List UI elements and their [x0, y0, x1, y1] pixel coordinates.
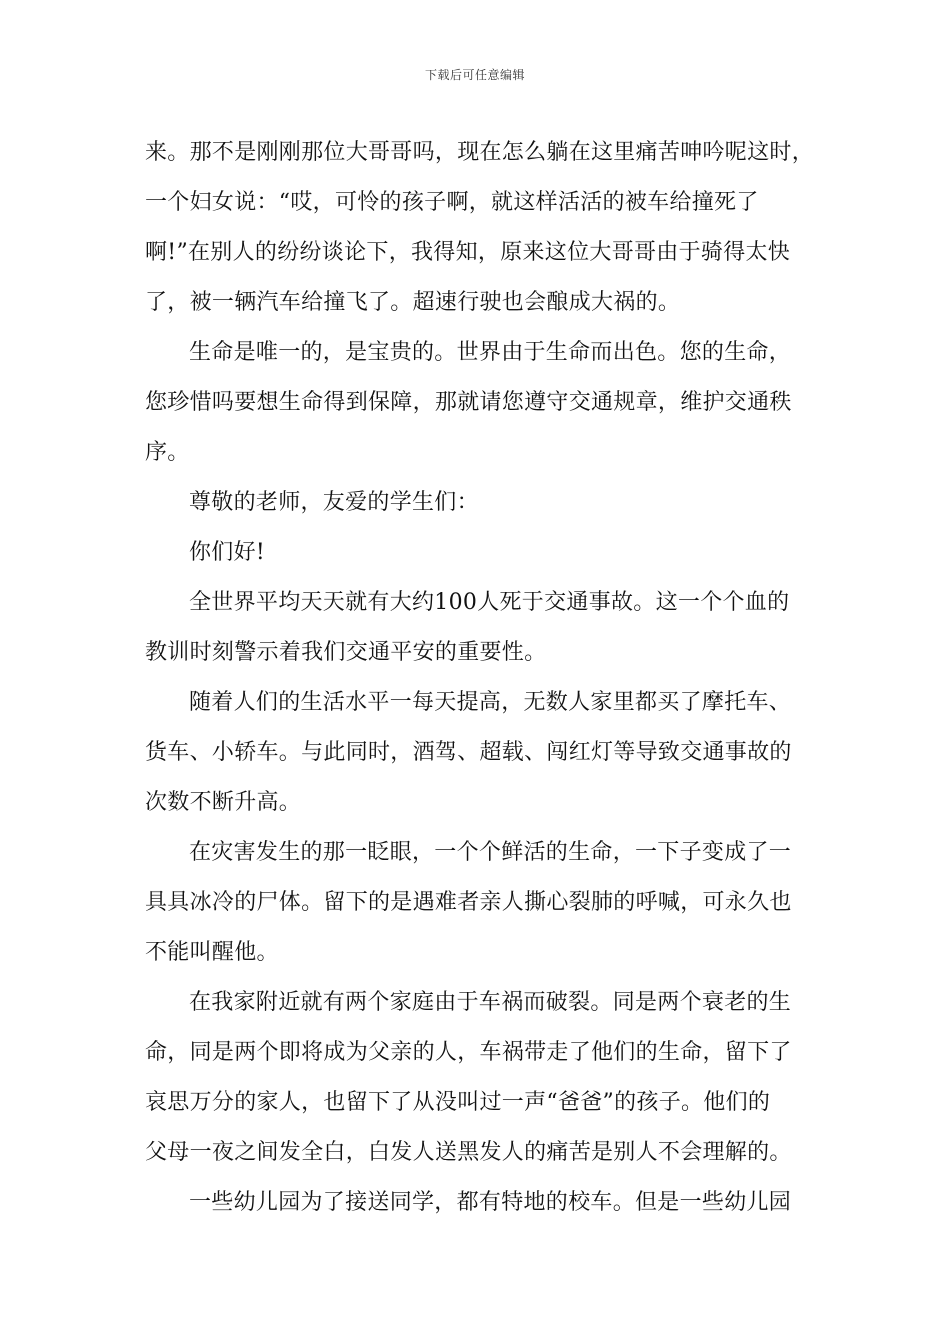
- text-line: 教训时刻警示着我们交通平安的重要性。: [145, 640, 547, 665]
- paragraph-start-line: 全世界平均天天就有大约100人死于交通事故。这一个个血的: [189, 590, 790, 615]
- paragraph-start-line: 生命是唯一的，是宝贵的。世界由于生命而出色。您的生命，: [189, 340, 792, 365]
- text-line: 了，被一辆汽车给撞飞了。超速行驶也会酿成大祸的。: [145, 290, 681, 315]
- text-line: 货车、小轿车。与此同时，酒驾、超载、闯红灯等导致交通事故的: [145, 740, 792, 765]
- text-line: 您珍惜吗要想生命得到保障，那就请您遵守交通规章，维护交通秩: [145, 390, 792, 415]
- paragraph-start-line: 一些幼儿园为了接送同学，都有特地的校车。但是一些幼儿园: [189, 1190, 792, 1215]
- document-body: [145, 128, 815, 1228]
- paragraph-start-line: 在灾害发生的那一眨眼，一个个鲜活的生命，一下子变成了一: [189, 840, 792, 865]
- page-header: 下载后可任意编辑: [424, 68, 525, 82]
- salutation-line: 尊敬的老师，友爱的学生们：: [189, 490, 479, 515]
- text-line: 来。那不是刚刚那位大哥哥吗，现在怎么躺在这里痛苦呻吟呢这时，: [145, 140, 815, 165]
- greeting-line: 你们好!: [189, 540, 266, 565]
- text-line: 一个妇女说：“哎，可怜的孩子啊，就这样活活的被车给撞死了: [145, 190, 759, 215]
- text-line: 序。: [145, 440, 190, 465]
- text-line: 次数不断升高。: [145, 790, 302, 815]
- paragraph-start-line: 随着人们的生活水平一每天提高，无数人家里都买了摩托车、: [189, 690, 792, 715]
- text-line: 命，同是两个即将成为父亲的人，车祸带走了他们的生命，留下了: [145, 1040, 792, 1065]
- paragraph-start-line: 在我家附近就有两个家庭由于车祸而破裂。同是两个衰老的生: [189, 990, 792, 1015]
- text-line: 哀思万分的家人，也留下了从没叫过一声“爸爸”的孩子。他们的: [145, 1090, 771, 1115]
- text-line: 啊!”在别人的纷纷谈论下，我得知，原来这位大哥哥由于骑得太快: [145, 240, 791, 265]
- text-line: 不能叫醒他。: [145, 940, 279, 965]
- text-line: 具具冰冷的尸体。留下的是遇难者亲人撕心裂肺的呼喊，可永久也: [145, 890, 792, 915]
- text-line: 父母一夜之间发全白，白发人送黑发人的痛苦是别人不会理解的。: [145, 1140, 792, 1165]
